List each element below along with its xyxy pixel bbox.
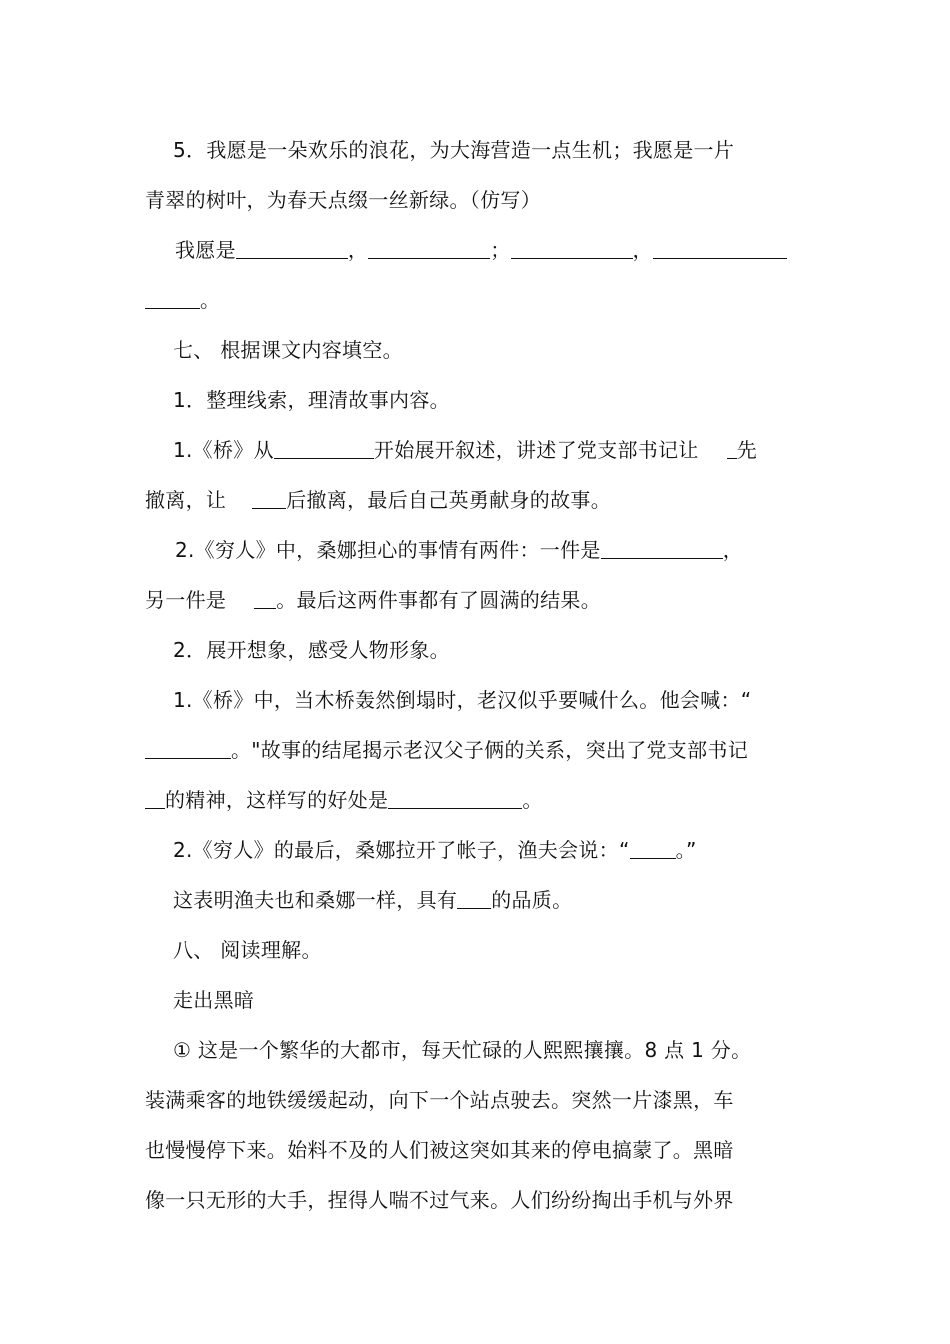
- s7-item-2-blank-2[interactable]: [254, 586, 276, 609]
- q5-blank-1[interactable]: [236, 236, 348, 259]
- s7-item-3-a: 1.《桥》中，当木桥轰然倒塌时，老汉似乎要喊什么。他会喊：“: [173, 688, 752, 712]
- s7-item-2-line2-a: 另一件是: [145, 588, 227, 612]
- section-7-sub-1: [173, 385, 835, 415]
- q5-line-1: [173, 135, 835, 165]
- s7-item-3-line2: 。"故事的结尾揭示老汉父子俩的关系，突出了党支部书记: [231, 738, 748, 762]
- s7-item-2-line2-b: 。最后这两件事都有了圆满的结果。: [276, 588, 602, 612]
- q5-comma-1: ，: [347, 238, 369, 262]
- s7-item-3-line3-b: 。: [522, 788, 543, 812]
- passage-title: [173, 985, 835, 1015]
- q5-comma-2: ，: [632, 238, 653, 262]
- section-7-title-text: 七、 根据课文内容填空。: [173, 338, 403, 362]
- s7-item-3-line-2: [145, 735, 807, 765]
- q5-blank-4[interactable]: [653, 236, 787, 259]
- q5-text-1: 5．我愿是一朵欢乐的浪花，为大海营造一点生机；我愿是一片: [173, 138, 735, 162]
- s7-item-2-line-2: [145, 585, 807, 615]
- q5-semicolon: ；: [490, 238, 511, 262]
- passage-line-2: [145, 1085, 807, 1115]
- s7-item-3-blank-3[interactable]: [388, 786, 522, 809]
- passage-text-2: 装满乘客的地铁缓缓起动，向下一个站点驶去。突然一片漆黑，车: [145, 1088, 734, 1112]
- s7-item-2-blank-1[interactable]: [601, 536, 723, 559]
- q5-line-3: [175, 235, 837, 265]
- s7-item-4-line-2: [173, 885, 835, 915]
- s7-item-2-a: 2.《穷人》中，桑娜担心的事情有两件：一件是: [175, 538, 601, 562]
- section-7-sub-2-text: 2．展开想象，感受人物形象。: [173, 638, 450, 662]
- s7-item-2-line-1: [175, 535, 837, 565]
- section-8-title: [173, 935, 835, 965]
- s7-item-3-blank-2[interactable]: [145, 786, 165, 809]
- q5-blank-3[interactable]: [511, 236, 633, 259]
- s7-item-3-line3-a: 的精神，这样写的好处是: [165, 788, 389, 812]
- s7-item-2-b: ，: [722, 538, 743, 562]
- section-8-title-text: 八、 阅读理解。: [173, 938, 322, 962]
- s7-item-1-line-1: [173, 435, 835, 465]
- s7-item-3-blank-1[interactable]: [145, 736, 231, 759]
- passage-line-4: [145, 1185, 807, 1215]
- s7-item-4-line2-a: 这表明渔夫也和桑娜一样，具有: [173, 888, 458, 912]
- s7-item-1-line2-b: 后撤离，最后自己英勇献身的故事。: [286, 488, 612, 512]
- passage-line-1: [173, 1035, 835, 1065]
- passage-text-3: 也慢慢停下来。始料不及的人们被这突如其来的停电搞蒙了。黑暗: [145, 1138, 734, 1162]
- passage-line-3: [145, 1135, 807, 1165]
- passage-text-4: 像一只无形的大手，捏得人喘不过气来。人们纷纷掏出手机与外界: [145, 1188, 734, 1212]
- s7-item-1-line2-a: 撤离，让: [145, 488, 227, 512]
- s7-item-4-a: 2.《穷人》的最后，桑娜拉开了帐子，渔夫会说：“: [173, 838, 630, 862]
- s7-item-1-a: 1.《桥》从: [173, 438, 274, 462]
- s7-item-4-blank-1[interactable]: [630, 836, 676, 859]
- q5-blank-4-cont[interactable]: [145, 286, 200, 309]
- q5-line-4: [145, 285, 807, 315]
- s7-item-1-blank-2[interactable]: [727, 436, 737, 459]
- s7-item-1-c: 先: [736, 438, 758, 462]
- s7-item-4-line-1: [173, 835, 835, 865]
- s7-item-3-line-3: [145, 785, 807, 815]
- q5-period: 。: [200, 288, 221, 312]
- s7-item-4-line2-b: 的品质。: [491, 888, 573, 912]
- q5-text-2: 青翠的树叶，为春天点缀一丝新绿。（仿写）: [145, 188, 541, 212]
- section-7-sub-1-text: 1．整理线索，理清故事内容。: [173, 388, 450, 412]
- s7-item-1-blank-1[interactable]: [274, 436, 374, 459]
- passage-title-text: 走出黑暗: [173, 988, 255, 1012]
- s7-item-4-b: 。”: [675, 838, 697, 862]
- q5-blank-2[interactable]: [368, 236, 490, 259]
- s7-item-4-blank-2[interactable]: [457, 886, 491, 909]
- s7-item-1-b: 开始展开叙述，讲述了党支部书记让: [373, 438, 699, 462]
- s7-item-1-line-2: [145, 485, 807, 515]
- s7-item-1-blank-3[interactable]: [252, 486, 286, 509]
- s7-item-3-line-1: [173, 685, 835, 715]
- q5-line-2: [145, 185, 807, 215]
- section-7-title: [173, 335, 835, 365]
- section-7-sub-2: [173, 635, 835, 665]
- q5-prefix: 我愿是: [175, 238, 236, 262]
- passage-text-1: ① 这是一个繁华的大都市，每天忙碌的人熙熙攘攘。8 点 1 分。: [173, 1038, 752, 1062]
